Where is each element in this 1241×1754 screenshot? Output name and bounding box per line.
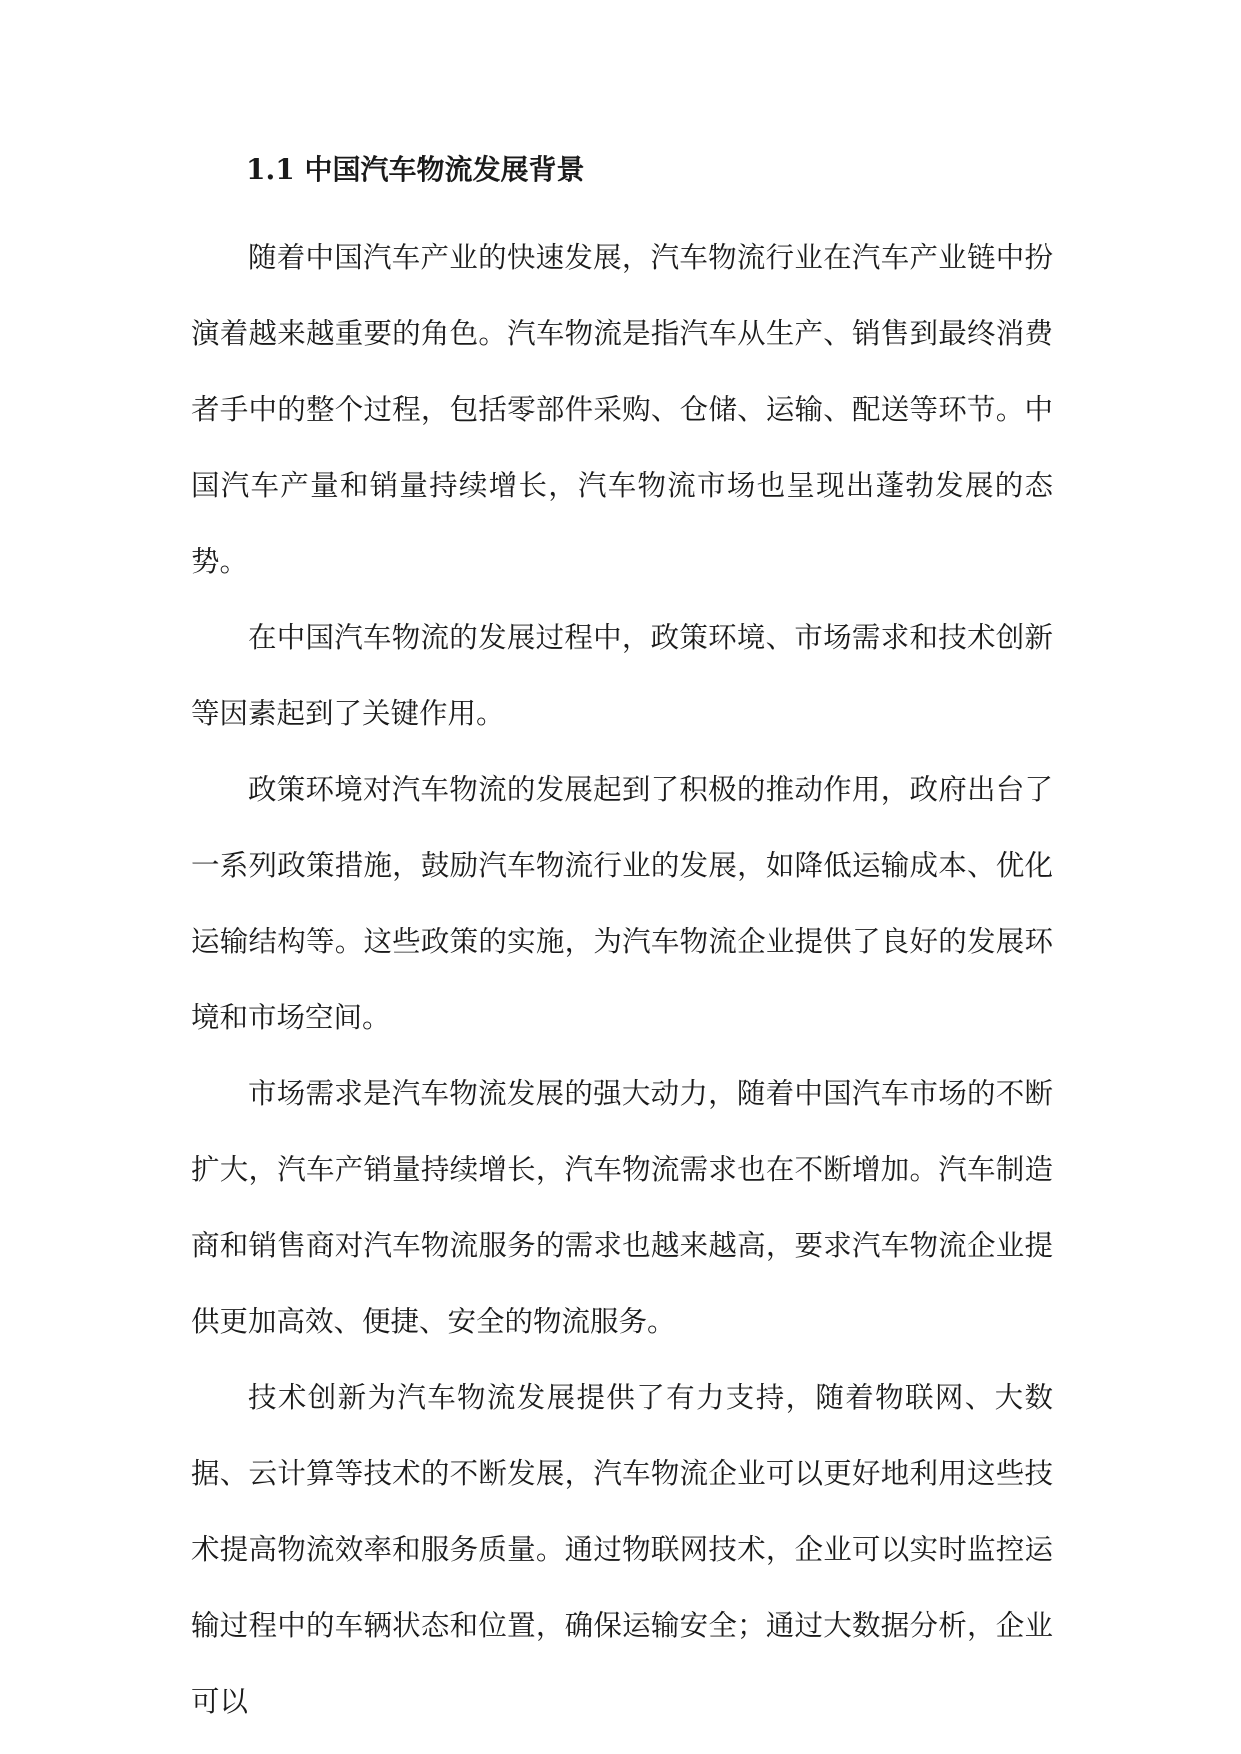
body-text <box>191 220 1053 1740</box>
paragraph-development-overview: 随着中国汽车产业的快速发展，汽车物流行业在汽车产业链中扮演着越来越重要的角色。汽车物流是指汽车从生产、销售到最终消费者手中的整个过程，包括零部件采购、仓储、运输、配送等环节。中国汽车产量和销量持续增长，汽车物流市场也呈现出蓬勃发展的态势。 <box>191 241 1053 578</box>
paragraph-policy-environment: 政策环境对汽车物流的发展起到了积极的推动作用，政府出台了一系列政策措施，鼓励汽车物流行业的发展，如降低运输成本、优化运输结构等。这些政策的实施，为汽车物流企业提供了良好的发展环境和市场空间。 <box>191 773 1053 1034</box>
section-heading: 1.1 中国汽车物流发展背景 <box>246 153 585 186</box>
paragraph-technology-innovation: 技术创新为汽车物流发展提供了有力支持，随着物联网、大数据、云计算等技术的不断发展，汽车物流企业可以更好地利用这些技术提高物流效率和服务质量。通过物联网技术，企业可以实时监控运输过程中的车辆状态和位置，确保运输安全；通过大数据分析，企业可以 <box>191 1381 1053 1718</box>
paragraph-key-factors: 在中国汽车物流的发展过程中，政策环境、市场需求和技术创新等因素起到了关键作用。 <box>191 621 1053 730</box>
paragraph-market-demand: 市场需求是汽车物流发展的强大动力，随着中国汽车市场的不断扩大，汽车产销量持续增长，汽车物流需求也在不断增加。汽车制造商和销售商对汽车物流服务的需求也越来越高，要求汽车物流企业提供更加高效、便捷、安全的物流服务。 <box>191 1077 1053 1338</box>
